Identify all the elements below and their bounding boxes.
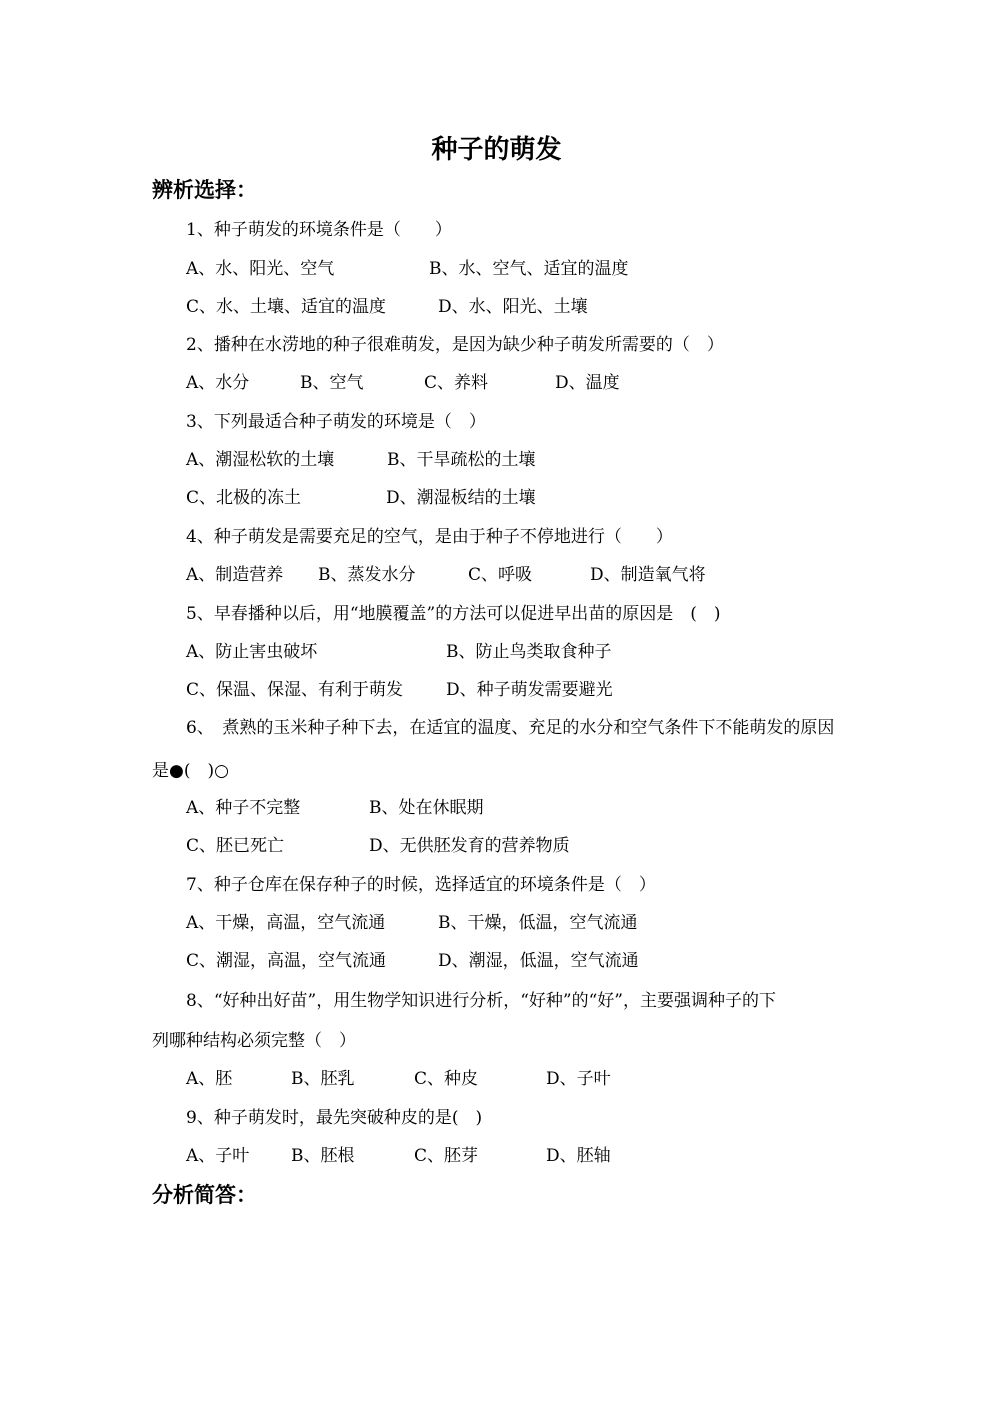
question-1: 1、种子萌发的环境条件是（ ）	[186, 220, 452, 240]
q5-option-a: A、防止害虫破坏	[186, 642, 318, 662]
q5-option-c: C、保温、保湿、有利于萌发	[186, 680, 404, 700]
q8-option-c: C、种皮	[414, 1069, 479, 1089]
section-heading-choice: 辨析选择：	[152, 177, 257, 202]
question-8-line-1: 8、“好种出好苗”，用生物学知识进行分析，“好种”的“好”，主要强调种子的下	[186, 991, 776, 1011]
question-8-line-2: 列哪种结构必须完整（ ）	[152, 1031, 356, 1051]
q2-option-c: C、养料	[424, 373, 489, 393]
question-6-line-1: 6、 煮熟的玉米种子种下去，在适宜的温度、充足的水分和空气条件下不能萌发的原因	[186, 718, 835, 738]
q7-option-c: C、潮湿，高温，空气流通	[186, 951, 387, 971]
q9-option-d: D、胚轴	[546, 1146, 611, 1166]
q9-option-a: A、子叶	[186, 1146, 250, 1166]
q4-option-a: A、制造营养	[186, 565, 284, 585]
page-title: 种子的萌发	[431, 135, 562, 165]
q2-option-a: A、水分	[186, 373, 250, 393]
question-5: 5、早春播种以后，用“地膜覆盖”的方法可以促进早出苗的原因是 ( )	[186, 604, 721, 624]
q8-option-b: B、胚乳	[291, 1069, 355, 1089]
q6-option-b: B、处在休眠期	[369, 798, 484, 818]
q3-option-d: D、潮湿板结的土壤	[386, 488, 536, 508]
q2-option-d: D、温度	[555, 373, 620, 393]
question-6-line-2: 是●( )○	[152, 761, 229, 781]
q8-option-a: A、胚	[186, 1069, 233, 1089]
section-heading-analysis: 分析简答：	[152, 1182, 257, 1207]
q6-option-a: A、种子不完整	[186, 798, 301, 818]
q9-option-b: B、胚根	[291, 1146, 355, 1166]
q9-option-c: C、胚芽	[414, 1146, 479, 1166]
q5-option-b: B、防止鸟类取食种子	[446, 642, 612, 662]
question-9: 9、种子萌发时，最先突破种皮的是( )	[186, 1108, 483, 1128]
q7-option-a: A、干燥，高温，空气流通	[186, 913, 386, 933]
q8-option-d: D、子叶	[546, 1069, 611, 1089]
q2-option-b: B、空气	[300, 373, 364, 393]
q5-option-d: D、种子萌发需要避光	[446, 680, 613, 700]
q1-option-d: D、水、阳光、土壤	[438, 297, 588, 317]
question-2: 2、播种在水涝地的种子很难萌发，是因为缺少种子萌发所需要的（ ）	[186, 335, 724, 355]
q7-option-b: B、干燥，低温，空气流通	[438, 913, 638, 933]
q1-option-b: B、水、空气、适宜的温度	[429, 259, 629, 279]
q4-option-d: D、制造氧气将	[590, 565, 706, 585]
q7-option-d: D、潮湿，低温，空气流通	[438, 951, 639, 971]
q6-option-d: D、无供胚发育的营养物质	[369, 836, 570, 856]
q3-option-a: A、潮湿松软的土壤	[186, 450, 335, 470]
q4-option-b: B、蒸发水分	[318, 565, 416, 585]
question-7: 7、种子仓库在保存种子的时候，选择适宜的环境条件是（ ）	[186, 875, 656, 895]
q4-option-c: C、呼吸	[468, 565, 533, 585]
q1-option-c: C、水、土壤、适宜的温度	[186, 297, 387, 317]
q6-option-c: C、胚已死亡	[186, 836, 285, 856]
question-3: 3、下列最适合种子萌发的环境是（ ）	[186, 412, 486, 432]
q1-option-a: A、水、阳光、空气	[186, 259, 335, 279]
q3-option-b: B、干旱疏松的土壤	[387, 450, 536, 470]
q3-option-c: C、北极的冻土	[186, 488, 302, 508]
question-4: 4、种子萌发是需要充足的空气，是由于种子不停地进行（ ）	[186, 527, 673, 547]
